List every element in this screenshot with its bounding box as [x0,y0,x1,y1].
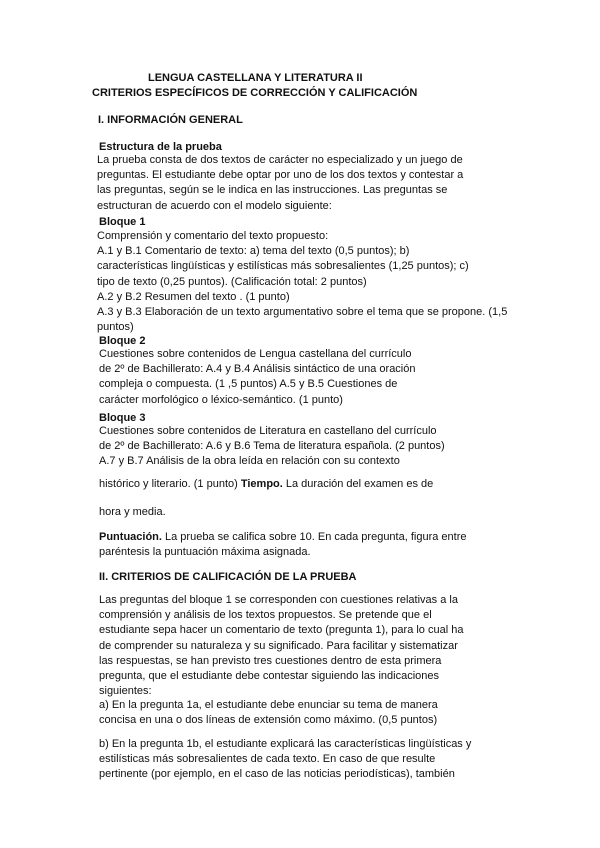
tiempo-label: Tiempo. [240,478,283,490]
tiempo-prefix: histórico y literario. (1 punto) [99,478,241,490]
text-line: A.7 y B.7 Análisis de la obra leída en relación con su contexto [99,455,400,468]
subheading-bloque-3: Bloque 3 [99,412,146,424]
text-line: A.2 y B.2 Resumen del texto . (1 punto) [97,290,290,303]
text-line: de 2º de Bachillerato: A.6 y B.6 Tema de literatura española. (2 puntos) [99,440,445,453]
text-line: paréntesis la puntuación máxima asignada. [99,546,311,559]
subheading-bloque-1: Bloque 1 [99,216,146,228]
section-heading-criterios: II. CRITERIOS DE CALIFICACIÓN DE LA PRUEBA [99,571,357,583]
subheading-estructura: Estructura de la prueba [99,141,222,153]
text-line: puntos) [97,321,134,334]
text-line: a) En la pregunta 1a, el estudiante debe enunciar su tema de manera [99,699,438,711]
item-b-paragraph [99,737,471,783]
text-line: estructuran de acuerdo con el modelo siguiente: [97,199,332,212]
text-line: comprensión y análisis de los textos propuestos. Se pretende que el [99,609,432,622]
tiempo-line [99,477,433,492]
text-line: siguientes: [99,685,152,698]
text-line: A.1 y B.1 Comentario de texto: a) tema del texto (0,5 puntos); b) [97,245,410,258]
text-line: las preguntas, según se le indica en las instrucciones. Las preguntas se [97,184,448,197]
text-line: tipo de texto (0,25 puntos). (Calificación total: 2 puntos) [97,275,367,288]
tiempo-suffix: La duración del examen es de [282,478,434,490]
text-line: pregunta, que el estudiante debe contestar siguiendo las indicaciones [99,670,440,683]
text-line: Cuestiones sobre contenidos de Literatura en castellano del currículo [99,425,437,437]
estructura-paragraph [97,153,463,214]
puntuacion-label: Puntuación. [99,531,162,543]
bloque-3-paragraph [99,424,445,470]
text-line: compleja o compuesta. (1 ,5 puntos) A.5 y B.5 Cuestiones de [99,378,398,391]
text-line: carácter morfológico o léxico-semántico. (1 punto) [99,393,343,406]
bloque-1-paragraph [97,229,507,335]
text-line: b) En la pregunta 1b, el estudiante explicará las características lingüísticas y [99,738,472,750]
criterios-paragraph [99,593,463,699]
item-a-paragraph [99,698,438,728]
text-line: concisa en una o dos líneas de extensión como máximo. (0,5 puntos) [99,714,438,727]
text-line: hora y media. [99,506,166,518]
text-line: de comprender su naturaleza y su significado. Para facilitar y sistematizar [99,639,458,652]
text-line: las respuestas, se han previsto tres cuestiones dentro de esta primera [99,654,442,667]
text-line: características lingüísticas y estilísticas más sobresalientes (1,25 puntos); c) [97,260,469,273]
text-line: estudiante sepa hacer un comentario de texto (pregunta 1), para lo cual ha [99,624,464,637]
text-line: La prueba consta de dos textos de carácter no especializado y un juego de [97,154,463,166]
text-line: preguntas. El estudiante debe optar por uno de los dos textos y contestar a [97,169,464,182]
puntuacion-suffix: La prueba se califica sobre 10. En cada pregunta, figura entre [161,531,467,543]
section-heading-informacion-general: I. INFORMACIÓN GENERAL [98,114,243,126]
text-line: pertinente (por ejemplo, en el caso de las noticias periodísticas), también [99,768,455,781]
text-line: Comprensión y comentario del texto propuesto: [97,230,329,242]
document-subtitle: CRITERIOS ESPECÍFICOS DE CORRECCIÓN Y CALIFICACIÓN [92,87,418,99]
text-line: de 2º de Bachillerato: A.4 y B.4 Análisis sintáctico de una oración [99,363,416,376]
text-line: A.3 y B.3 Elaboración de un texto argumentativo sobre el tema que se propone. (1,5 [97,306,508,319]
text-line: estilísticas más sobresalientes de cada texto. En caso de que resulte [99,753,436,766]
subheading-bloque-2: Bloque 2 [99,335,146,347]
bloque-2-paragraph [99,347,416,408]
text-line: Las preguntas del bloque 1 se corresponden con cuestiones relativas a la [99,594,458,606]
document-title: LENGUA CASTELLANA Y LITERATURA II [148,72,363,84]
tiempo-line-2 [99,505,166,520]
text-line: Cuestiones sobre contenidos de Lengua castellana del currículo [99,348,412,360]
puntuacion-paragraph [99,530,466,560]
